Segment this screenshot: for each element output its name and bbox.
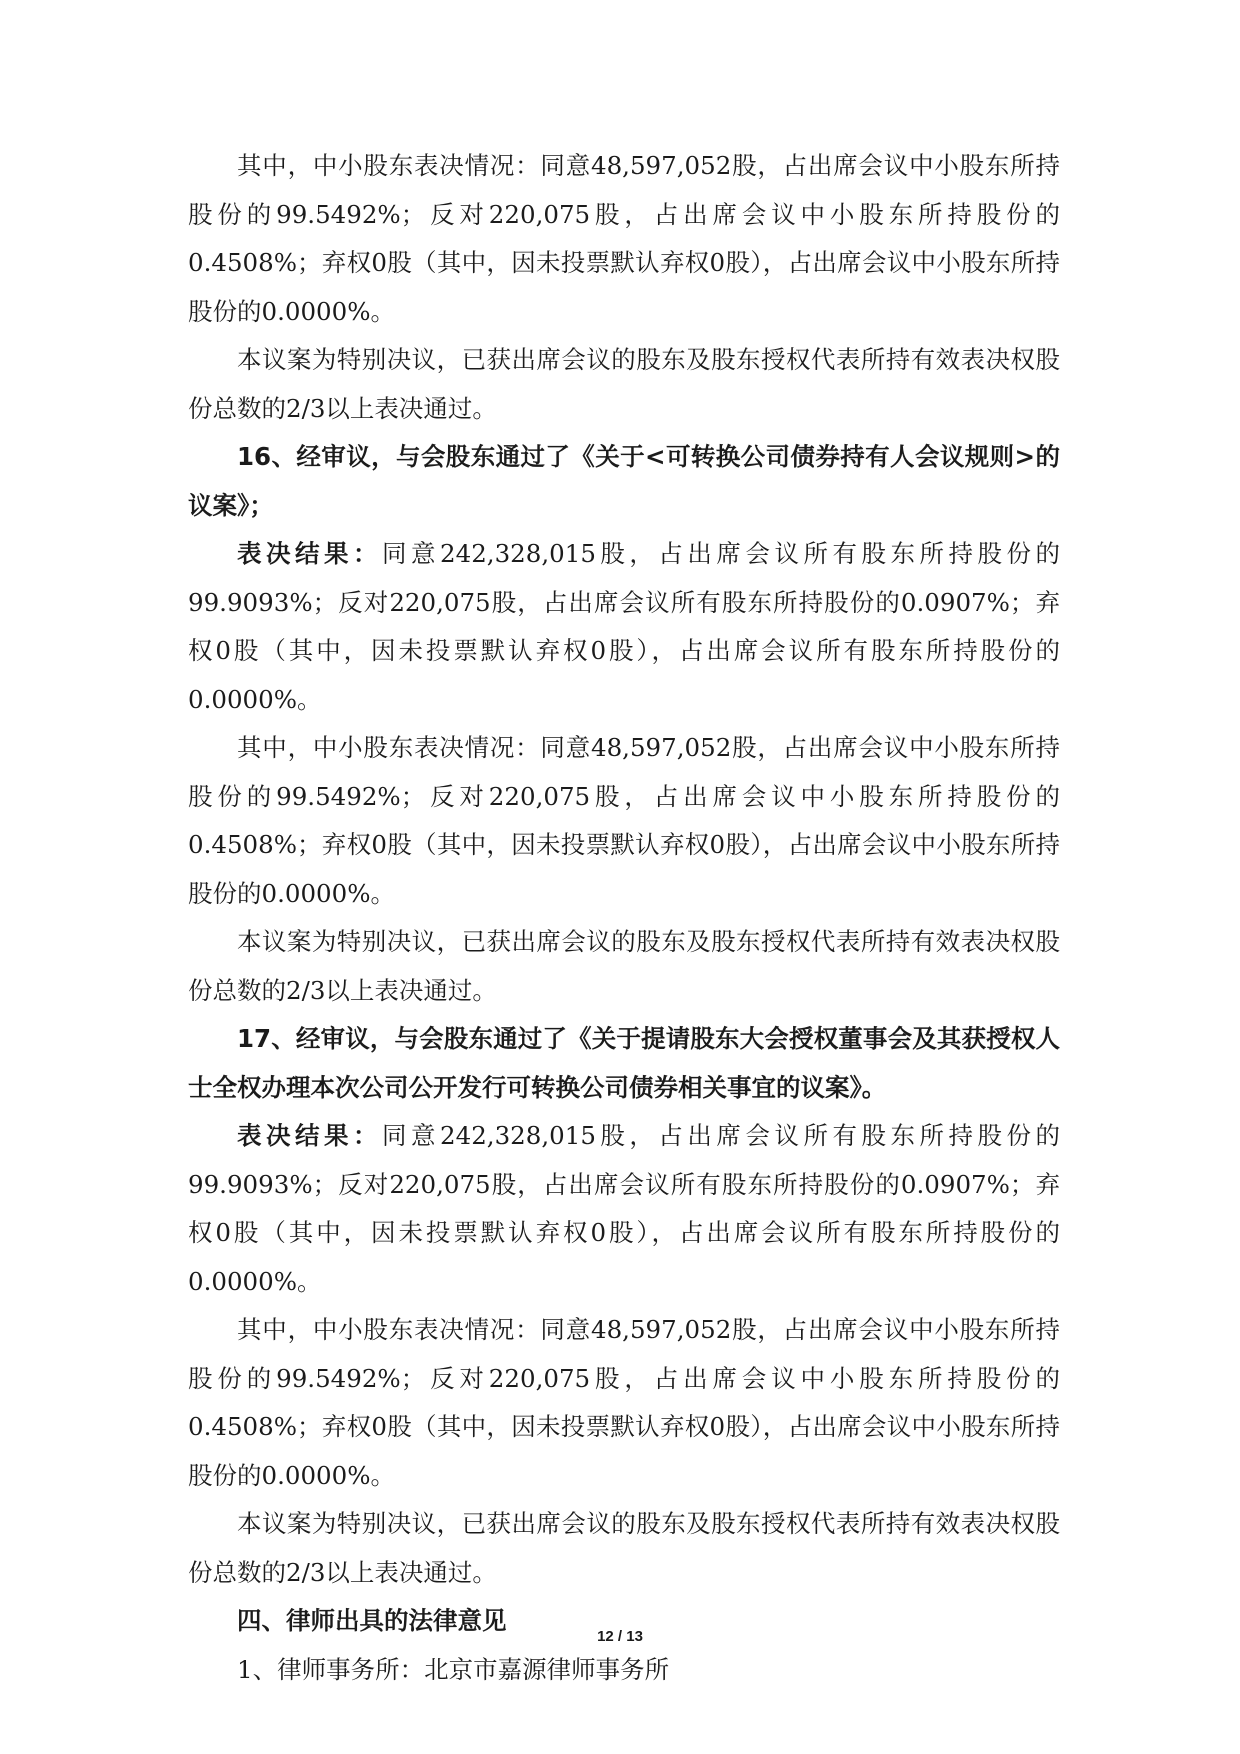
paragraph-special-resolution-15: 本议案为特别决议，已获出席会议的股东及股东授权代表所持有效表决权股份总数的2/3以上表决通过。: [188, 345, 1060, 423]
paragraph-vote-result-16: [188, 530, 1060, 724]
paragraph-minority-vote-15: 其中，中小股东表决情况：同意48,597,052股，占出席会议中小股东所持股份的99.5492%；反对220,075股，占出席会议中小股东所持股份的0.4508%；弃权0股（其中，因未投票默认弃权0股），占出席会议中小股东所持股份的0.0000%。: [188, 151, 1060, 326]
document-body: [188, 142, 1060, 1694]
vote-result-text: 同意242,328,015股，占出席会议所有股东所持股份的99.9093%；反对220,075股，占出席会议所有股东所持股份的0.0907%；弃权0股（其中，因未投票默认弃权0股），占出席会议所有股东所持股份的0.0000%。: [188, 539, 1060, 714]
heading-item-16: 16、经审议，与会股东通过了《关于<可转换公司债券持有人会议规则>的议案》；: [188, 442, 1060, 520]
paragraph-special-resolution-16: 本议案为特别决议，已获出席会议的股东及股东授权代表所持有效表决权股份总数的2/3以上表决通过。: [188, 927, 1060, 1005]
paragraph-law-firm: 1、律师事务所：北京市嘉源律师事务所: [237, 1654, 670, 1684]
vote-result-label: 表决结果：: [237, 1121, 383, 1150]
vote-result-label: 表决结果：: [237, 539, 383, 568]
paragraph-vote-result-17: [188, 1112, 1060, 1306]
paragraph-special-resolution-17: 本议案为特别决议，已获出席会议的股东及股东授权代表所持有效表决权股份总数的2/3以上表决通过。: [188, 1509, 1060, 1587]
page-number: 12 / 13: [597, 1628, 643, 1645]
paragraph-minority-vote-16: 其中，中小股东表决情况：同意48,597,052股，占出席会议中小股东所持股份的99.5492%；反对220,075股，占出席会议中小股东所持股份的0.4508%；弃权0股（其中，因未投票默认弃权0股），占出席会议中小股东所持股份的0.0000%。: [188, 733, 1060, 908]
heading-section-4: 四、律师出具的法律意见: [237, 1606, 507, 1635]
heading-item-17: 17、经审议，与会股东通过了《关于提请股东大会授权董事会及其获授权人士全权办理本次公司公开发行可转换公司债券相关事宜的议案》。: [188, 1024, 1060, 1102]
vote-result-text: 同意242,328,015股，占出席会议所有股东所持股份的99.9093%；反对220,075股，占出席会议所有股东所持股份的0.0907%；弃权0股（其中，因未投票默认弃权0股），占出席会议所有股东所持股份的0.0000%。: [188, 1121, 1060, 1296]
paragraph-minority-vote-17: 其中，中小股东表决情况：同意48,597,052股，占出席会议中小股东所持股份的99.5492%；反对220,075股，占出席会议中小股东所持股份的0.4508%；弃权0股（其中，因未投票默认弃权0股），占出席会议中小股东所持股份的0.0000%。: [188, 1315, 1060, 1490]
